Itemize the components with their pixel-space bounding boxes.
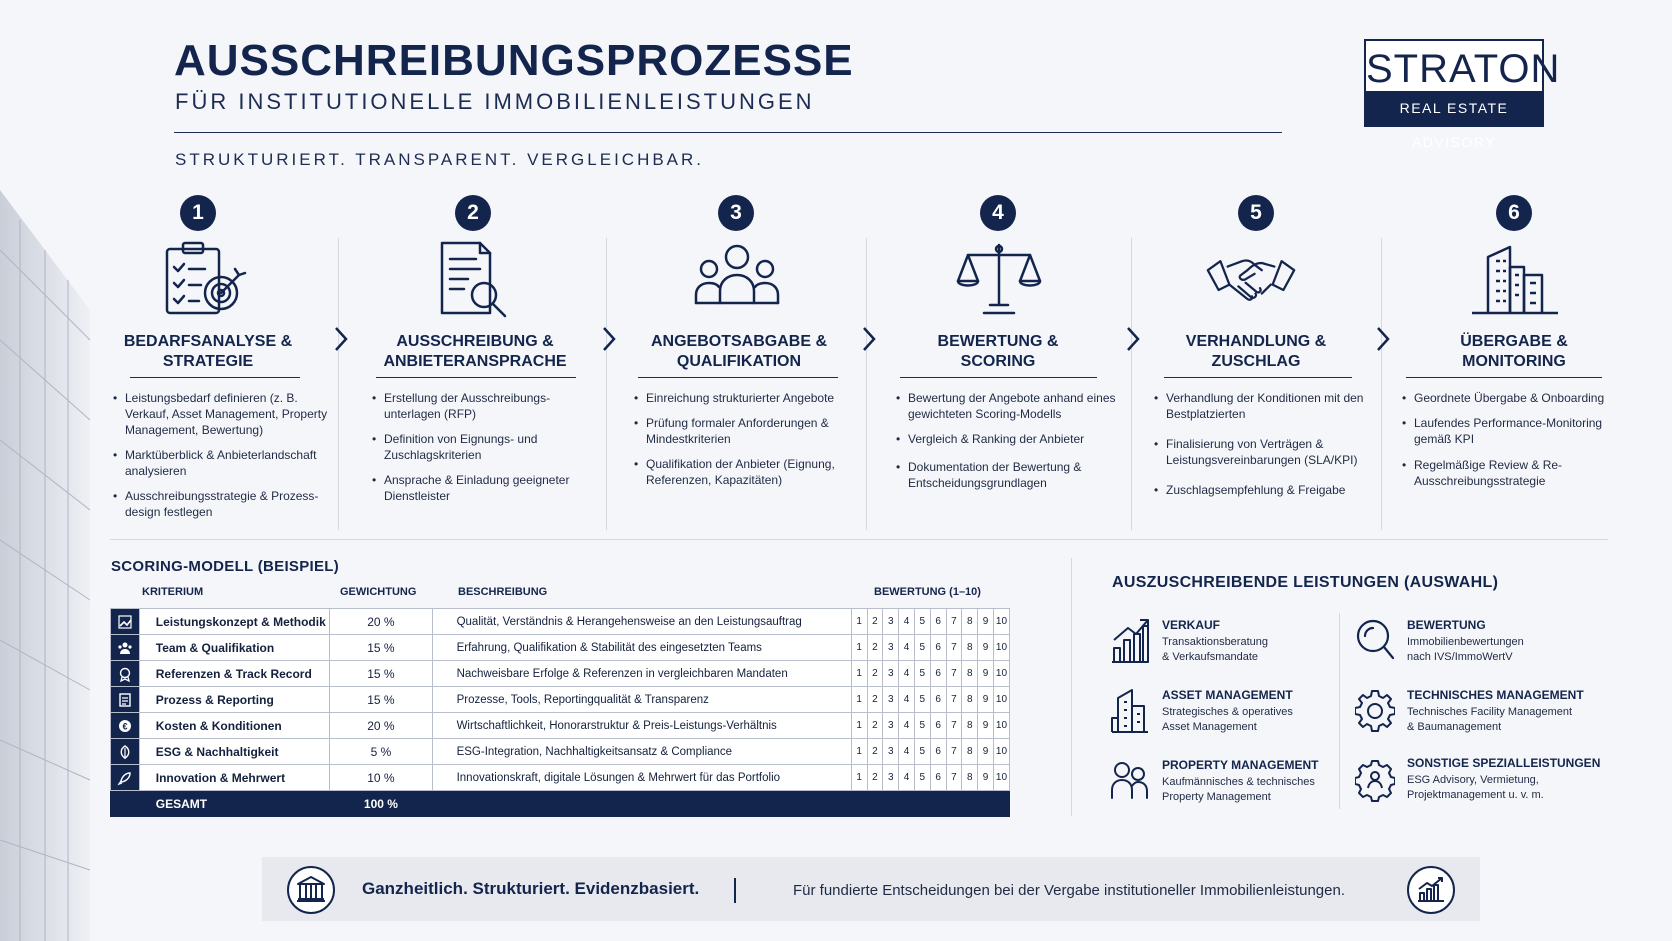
step-bullets — [1152, 390, 1388, 507]
rating-cell[interactable]: 4 — [899, 713, 915, 739]
rating-cell[interactable]: 2 — [867, 635, 883, 661]
rocket-icon — [111, 765, 140, 791]
scales-icon — [954, 241, 1044, 321]
step-title-line1: VERHANDLUNG & — [1185, 333, 1327, 350]
service-desc-line2: Projektmanagement u. v. m. — [1407, 789, 1544, 801]
step-divider — [1164, 377, 1352, 378]
page-subtitle: FÜR INSTITUTIONELLE IMMOBILIENLEISTUNGEN — [175, 89, 815, 114]
weight-cell: 20 % — [330, 713, 432, 739]
step-title-line2: ZUSCHLAG — [1211, 353, 1301, 370]
rating-cell[interactable]: 2 — [867, 713, 883, 739]
description-cell: Erfahrung, Qualifikation & Stabilität des eingesetzten Teams — [432, 635, 851, 661]
building-facade-image — [0, 190, 100, 941]
step-bullet: • Leistungsbedarf definieren (z. B. Verkauf, Asset Management, Property Management, Bewertung) — [125, 390, 340, 438]
step-divider — [1406, 377, 1602, 378]
step-title-line2: QUALIFIKATION — [676, 353, 802, 370]
magnifier-icon — [1355, 618, 1395, 664]
rating-cell[interactable]: 2 — [867, 661, 883, 687]
weight-cell: 15 % — [330, 661, 432, 687]
col-header-criterion: KRITERIUM — [142, 586, 204, 598]
straton-logo — [1364, 39, 1561, 150]
criterion-cell: Referenzen & Track Record — [139, 661, 330, 687]
document-search-icon — [436, 241, 526, 321]
total-label: GESAMT — [139, 791, 330, 817]
step-bullet: • Ausschreibungsstrategie & Prozess-design festlegen — [125, 488, 340, 520]
step-title-line1: BEDARFSANALYSE & — [123, 333, 293, 350]
office-building-icon — [1110, 688, 1150, 734]
rating-cell[interactable]: 1 — [851, 739, 867, 765]
rating-cell[interactable]: 10 — [993, 687, 1009, 713]
scoring-row — [111, 739, 1010, 765]
footer-divider — [734, 878, 736, 903]
criterion-cell: Leistungskonzept & Methodik — [139, 609, 330, 635]
step-separator — [1381, 238, 1382, 530]
footer-slogan: Ganzheitlich. Strukturiert. Evidenzbasiert. — [362, 879, 700, 898]
service-desc-line2: Asset Management — [1162, 721, 1257, 733]
step-bullet: • Verhandlung der Konditionen mit den Bestplatzierten — [1166, 390, 1388, 422]
step-number: 2 — [455, 195, 491, 231]
step-title — [632, 332, 846, 372]
step-separator — [866, 238, 867, 530]
step-divider — [900, 377, 1097, 378]
service-name: BEWERTUNG — [1407, 618, 1486, 632]
growth-chart-icon — [1406, 865, 1456, 915]
rating-cell[interactable]: 7 — [946, 635, 962, 661]
rating-cell[interactable]: 7 — [946, 739, 962, 765]
rating-cell[interactable]: 10 — [993, 609, 1009, 635]
step-title — [370, 332, 580, 372]
chevron-right-icon — [602, 326, 616, 352]
rating-cell[interactable]: 4 — [899, 635, 915, 661]
rating-cell[interactable]: 7 — [946, 661, 962, 687]
buildings-icon — [1470, 241, 1560, 321]
rating-cell[interactable]: 5 — [914, 765, 930, 791]
rating-cell[interactable]: 2 — [867, 609, 883, 635]
step-bullet: • Marktüberblick & Anbieterlandschaft analysieren — [125, 447, 340, 479]
rating-cell[interactable]: 6 — [930, 687, 946, 713]
logo-band: REAL ESTATE ADVISORY — [1366, 91, 1542, 125]
handshake-icon — [1206, 241, 1296, 321]
page-title: AUSSCHREIBUNGSPROZESSE — [174, 36, 854, 85]
rating-cell[interactable]: 5 — [914, 687, 930, 713]
rating-cell[interactable]: 6 — [930, 765, 946, 791]
gear-people-icon — [1355, 756, 1395, 802]
footer-banner — [262, 857, 1480, 921]
service-name: SONSTIGE SPEZIALLEISTUNGEN — [1407, 756, 1601, 770]
step-title-line1: BEWERTUNG & — [937, 333, 1059, 350]
rating-cell[interactable]: 6 — [930, 661, 946, 687]
leaf-icon — [111, 739, 140, 765]
rating-cell[interactable]: 4 — [899, 609, 915, 635]
description-cell: Qualität, Verständnis & Herangehensweise an den Leistungsauftrag — [432, 609, 851, 635]
step-divider — [638, 377, 838, 378]
weight-cell: 20 % — [330, 609, 432, 635]
service-desc-line2: & Baumanagement — [1407, 721, 1502, 733]
logo-name: STRATON — [1366, 47, 1561, 91]
people-icon — [1110, 758, 1150, 804]
team-icon — [111, 635, 140, 661]
section-vertical-divider — [1071, 558, 1072, 816]
criterion-cell: Team & Qualifikation — [139, 635, 330, 661]
rating-cell[interactable]: 5 — [914, 713, 930, 739]
step-bullet: • Einreichung strukturierter Angebote — [646, 390, 861, 406]
rating-cell[interactable]: 9 — [978, 661, 994, 687]
service-name: VERKAUF — [1162, 618, 1221, 632]
rating-cell[interactable]: 10 — [993, 635, 1009, 661]
weight-cell: 15 % — [330, 635, 432, 661]
rating-cell[interactable]: 3 — [883, 635, 899, 661]
group-icon — [692, 241, 782, 321]
service-description — [1407, 705, 1572, 735]
rating-cell[interactable]: 1 — [851, 687, 867, 713]
criterion-cell: ESG & Nachhaltigkeit — [139, 739, 330, 765]
criterion-cell: Kosten & Konditionen — [139, 713, 330, 739]
rating-cell[interactable]: 9 — [978, 609, 994, 635]
rating-cell[interactable]: 9 — [978, 765, 994, 791]
total-weight: 100 % — [330, 791, 432, 817]
rating-cell[interactable]: 3 — [883, 661, 899, 687]
step-bullet: • Geordnete Übergabe & Onboarding — [1414, 390, 1636, 406]
description-cell: Nachweisbare Erfolge & Referenzen in vergleichbaren Mandaten — [432, 661, 851, 687]
rating-cell[interactable]: 8 — [962, 713, 978, 739]
step-bullet: • Dokumentation der Bewertung & Entscheidungsgrundlagen — [908, 459, 1123, 491]
step-bullet: • Qualifikation der Anbieter (Eignung, Referenzen, Kapazitäten) — [646, 456, 861, 488]
chevron-right-icon — [334, 326, 348, 352]
step-bullet: • Finalisierung von Verträgen & Leistungsvereinbarungen (SLA/KPI) — [1166, 436, 1388, 468]
rating-cell[interactable]: 5 — [914, 635, 930, 661]
rating-cell[interactable]: 6 — [930, 635, 946, 661]
rating-cell[interactable]: 10 — [993, 765, 1009, 791]
step-title-line1: ÜBERGABE & — [1460, 333, 1568, 350]
header-divider — [174, 132, 1282, 133]
service-desc-line1: Strategisches & operatives — [1162, 706, 1293, 718]
growth-chart-icon — [1110, 618, 1150, 664]
service-name: TECHNISCHES MANAGEMENT — [1407, 688, 1584, 702]
rating-cell[interactable]: 8 — [962, 609, 978, 635]
service-description — [1407, 635, 1524, 665]
report-icon — [111, 687, 140, 713]
rating-cell[interactable]: 8 — [962, 739, 978, 765]
rating-cell[interactable]: 6 — [930, 739, 946, 765]
scoring-row — [111, 661, 1010, 687]
step-bullets — [111, 390, 340, 529]
service-description — [1162, 635, 1268, 665]
step-bullet: • Bewertung der Angebote anhand eines gewichteten Scoring-Modells — [908, 390, 1123, 422]
rating-cell[interactable]: 1 — [851, 635, 867, 661]
rating-cell[interactable]: 8 — [962, 635, 978, 661]
step-separator — [338, 238, 339, 530]
step-number: 5 — [1238, 195, 1274, 231]
rating-cell[interactable]: 5 — [914, 739, 930, 765]
scoring-row — [111, 713, 1010, 739]
rating-cell[interactable]: 5 — [914, 661, 930, 687]
rating-cell[interactable]: 4 — [899, 661, 915, 687]
step-title-line2: ANBIETERANSPRACHE — [383, 353, 567, 370]
step-number: 3 — [718, 195, 754, 231]
rating-cell[interactable]: 4 — [899, 765, 915, 791]
rating-cell[interactable]: 9 — [978, 687, 994, 713]
chevron-right-icon — [1126, 326, 1140, 352]
step-bullet: • Erstellung der Ausschreibungs-unterlagen (RFP) — [384, 390, 584, 422]
rating-cell[interactable]: 7 — [946, 609, 962, 635]
rating-cell[interactable]: 2 — [867, 765, 883, 791]
rating-cell[interactable]: 1 — [851, 609, 867, 635]
step-title — [1408, 332, 1620, 372]
service-desc-line1: Kaufmännisches & technisches — [1162, 776, 1315, 788]
step-bullet: • Vergleich & Ranking der Anbieter — [908, 431, 1123, 447]
rating-cell[interactable]: 1 — [851, 661, 867, 687]
institution-icon — [286, 865, 336, 915]
step-bullets — [632, 390, 861, 497]
step-title-line1: AUSSCHREIBUNG & — [396, 333, 554, 350]
step-title-line2: SCORING — [960, 353, 1036, 370]
description-cell: Wirtschaftlichkeit, Honorarstruktur & Preis-Leistungs-Verhältnis — [432, 713, 851, 739]
rating-cell[interactable]: 3 — [883, 739, 899, 765]
rating-cell[interactable]: 6 — [930, 609, 946, 635]
service-description — [1162, 775, 1315, 805]
checklist-target-icon — [165, 241, 255, 321]
rating-cell[interactable]: 9 — [978, 739, 994, 765]
rating-cell[interactable]: 5 — [914, 609, 930, 635]
footer-statement: Für fundierte Entscheidungen bei der Vergabe institutioneller Immobilienleistungen. — [793, 882, 1346, 899]
svg-text:€: € — [122, 721, 128, 731]
section-divider — [110, 539, 1608, 540]
rating-cell[interactable]: 8 — [962, 661, 978, 687]
rating-cell[interactable]: 10 — [993, 661, 1009, 687]
services-divider — [1339, 613, 1340, 809]
services-title: AUSZUSCHREIBENDE LEISTUNGEN (AUSWAHL) — [1112, 574, 1499, 591]
step-separator — [1131, 238, 1132, 530]
rating-cell[interactable]: 2 — [867, 739, 883, 765]
scoring-row — [111, 765, 1010, 791]
description-cell: ESG-Integration, Nachhaltigkeitsansatz & Compliance — [432, 739, 851, 765]
rating-cell[interactable]: 4 — [899, 739, 915, 765]
scoring-table — [110, 608, 1010, 817]
service-description — [1162, 705, 1293, 735]
rating-cell[interactable]: 7 — [946, 765, 962, 791]
rating-cell[interactable]: 9 — [978, 635, 994, 661]
criterion-cell: Prozess & Reporting — [139, 687, 330, 713]
col-header-description: BESCHREIBUNG — [458, 586, 548, 598]
rating-cell[interactable]: 10 — [993, 713, 1009, 739]
step-title — [1150, 332, 1362, 372]
coin-icon — [111, 713, 140, 739]
chevron-right-icon — [1376, 326, 1390, 352]
step-divider — [376, 377, 576, 378]
step-separator — [606, 238, 607, 530]
col-header-rating: BEWERTUNG (1–10) — [874, 586, 981, 598]
step-title-line1: ANGEBOTSABGABE & — [650, 333, 827, 350]
step-bullet: • Definition von Eignungs- und Zuschlagskriterien — [384, 431, 584, 463]
rating-cell[interactable]: 10 — [993, 739, 1009, 765]
chevron-right-icon — [862, 326, 876, 352]
weight-cell: 5 % — [330, 739, 432, 765]
service-desc-line2: & Verkaufsmandate — [1162, 651, 1259, 663]
service-name: PROPERTY MANAGEMENT — [1162, 758, 1319, 772]
scoring-title: SCORING-MODELL (BEISPIEL) — [111, 558, 340, 575]
rating-cell[interactable]: 2 — [867, 687, 883, 713]
scoring-row — [111, 609, 1010, 635]
chart-icon — [111, 609, 140, 635]
rating-cell[interactable]: 8 — [962, 687, 978, 713]
step-divider — [130, 377, 300, 378]
service-desc-line1: ESG Advisory, Vermietung, — [1407, 774, 1539, 786]
service-description — [1407, 773, 1544, 803]
service-name: ASSET MANAGEMENT — [1162, 688, 1293, 702]
service-desc-line1: Immobilienbewertungen — [1407, 636, 1524, 648]
rating-cell[interactable]: 1 — [851, 713, 867, 739]
gear-icon — [1355, 688, 1395, 734]
col-header-weight: GEWICHTUNG — [340, 586, 417, 598]
step-title — [892, 332, 1104, 372]
rating-cell[interactable]: 3 — [883, 609, 899, 635]
rating-cell[interactable]: 4 — [899, 687, 915, 713]
rating-cell[interactable]: 3 — [883, 713, 899, 739]
rating-cell[interactable]: 9 — [978, 713, 994, 739]
step-bullet: • Prüfung formaler Anforderungen & Mindestkriterien — [646, 415, 861, 447]
description-cell: Prozesse, Tools, Reportingqualität & Transparenz — [432, 687, 851, 713]
weight-cell: 10 % — [330, 765, 432, 791]
weight-cell: 15 % — [330, 687, 432, 713]
service-desc-line1: Technisches Facility Management — [1407, 706, 1573, 718]
rating-cell[interactable]: 1 — [851, 765, 867, 791]
award-icon — [111, 661, 140, 687]
step-number: 4 — [980, 195, 1016, 231]
step-title — [108, 332, 308, 372]
step-bullets — [1400, 390, 1636, 498]
step-number: 1 — [180, 195, 216, 231]
service-desc-line2: nach IVS/ImmoWertV — [1407, 651, 1513, 663]
step-bullet: • Zuschlagsempfehlung & Freigabe — [1166, 482, 1388, 498]
total-spacer — [111, 791, 140, 817]
step-bullet: • Laufendes Performance-Monitoring gemäß KPI — [1414, 415, 1636, 447]
step-number: 6 — [1496, 195, 1532, 231]
step-bullet: • Ansprache & Einladung geeigneter Dienstleister — [384, 472, 584, 504]
scoring-row — [111, 687, 1010, 713]
total-fill — [432, 791, 1009, 817]
rating-cell[interactable]: 3 — [883, 765, 899, 791]
rating-cell[interactable]: 7 — [946, 713, 962, 739]
description-cell: Innovationskraft, digitale Lösungen & Mehrwert für das Portfolio — [432, 765, 851, 791]
scoring-row — [111, 635, 1010, 661]
criterion-cell: Innovation & Mehrwert — [139, 765, 330, 791]
step-bullet: • Regelmäßige Review & Re-Ausschreibungsstrategie — [1414, 457, 1636, 489]
step-bullets — [370, 390, 584, 513]
rating-cell[interactable]: 6 — [930, 713, 946, 739]
rating-cell[interactable]: 3 — [883, 687, 899, 713]
rating-cell[interactable]: 8 — [962, 765, 978, 791]
step-title-line2: STRATEGIE — [162, 353, 254, 370]
service-desc-line1: Transaktionsberatung — [1162, 636, 1268, 648]
step-bullets — [894, 390, 1123, 500]
tagline: STRUKTURIERT. TRANSPARENT. VERGLEICHBAR. — [175, 150, 705, 169]
service-desc-line2: Property Management — [1162, 791, 1271, 803]
step-title-line2: MONITORING — [1462, 353, 1566, 370]
scoring-total-row — [111, 791, 1010, 817]
rating-cell[interactable]: 7 — [946, 687, 962, 713]
